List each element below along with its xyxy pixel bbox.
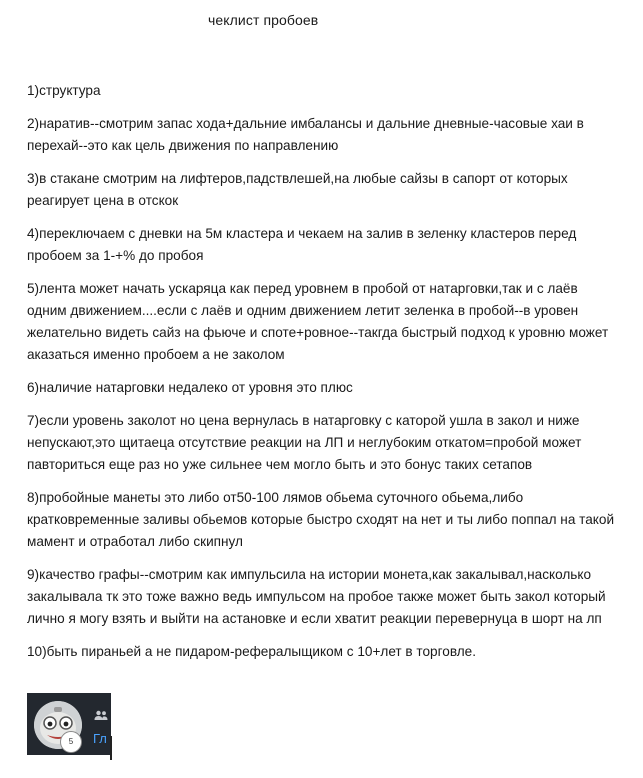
checklist-item-7: 7)если уровень заколот но цена вернулась в натарговку с каторой ушла в закол и ниже непускают,это щитаеца отсутствие реакции на ЛП и неглубоким откатом=пробой может павториться еще раз но уже сильнее чем могло быть и это бонус таких сетапов — [27, 413, 582, 472]
checklist-item-4: 4)переключаем с дневки на 5м кластера и чекаем на залив в зеленку кластеров перед пробоем за 1-+% до пробоя — [27, 226, 577, 263]
checklist-item-3: 3)в стакане смотрим на лифтеров,падствлешей,на любые сайзы в сапорт от которых реагирует цена в отскок — [27, 171, 568, 208]
checklist-item-5: 5)лента может начать ускаряца как перед уровнем в пробой от натарговки,так и с лаёв одним движением....если с лаёв и одним движением летит зеленка в пробой--в уровен желательно видеть сайз на фьюче и споте+ровное--такгда быстрый подход к уровню может аказаться именно пробоем а не заколом — [27, 281, 609, 362]
checklist-item-8: 8)пробойные манеты это либо от50-100 лямов обьема суточного обьема,либо кратковременные заливы обьемов которые быстро сходят на нет и ты либо поппал на такой мамент и отработал либо скипнул — [27, 490, 615, 549]
checklist-item-2: 2)наратив--смотрим запас хода+дальние имбалансы и дальние дневные-часовые хаи в перехай--это как цель движения по направлению — [27, 116, 584, 153]
document-title: чеклист пробоев — [208, 12, 319, 28]
divider — [110, 736, 112, 760]
users-icon[interactable] — [94, 710, 108, 720]
checklist-item-1: 1)структура — [27, 83, 101, 98]
checklist-item-9: 9)качество графы--смотрим как импульсила на истории монета,как закалывал,насколько закалывала тк это тоже важно ведь импульсом на пробое также может быть закол который лично я могу взять и выйти на астановке и если хватит реакции перевернуца в шорт на лп — [27, 567, 606, 626]
overlay-link[interactable]: Гл — [93, 731, 107, 746]
channel-overlay[interactable] — [27, 693, 111, 755]
checklist-item-10: 10)быть пираньей а не пидаром-рефералыщиком с 10+лет в торговле. — [27, 644, 477, 659]
avatar-badge: 5 — [60, 731, 82, 753]
checklist-item-6: 6)наличие натарговки недалеко от уровня это плюс — [27, 380, 353, 395]
document-body — [27, 80, 617, 674]
